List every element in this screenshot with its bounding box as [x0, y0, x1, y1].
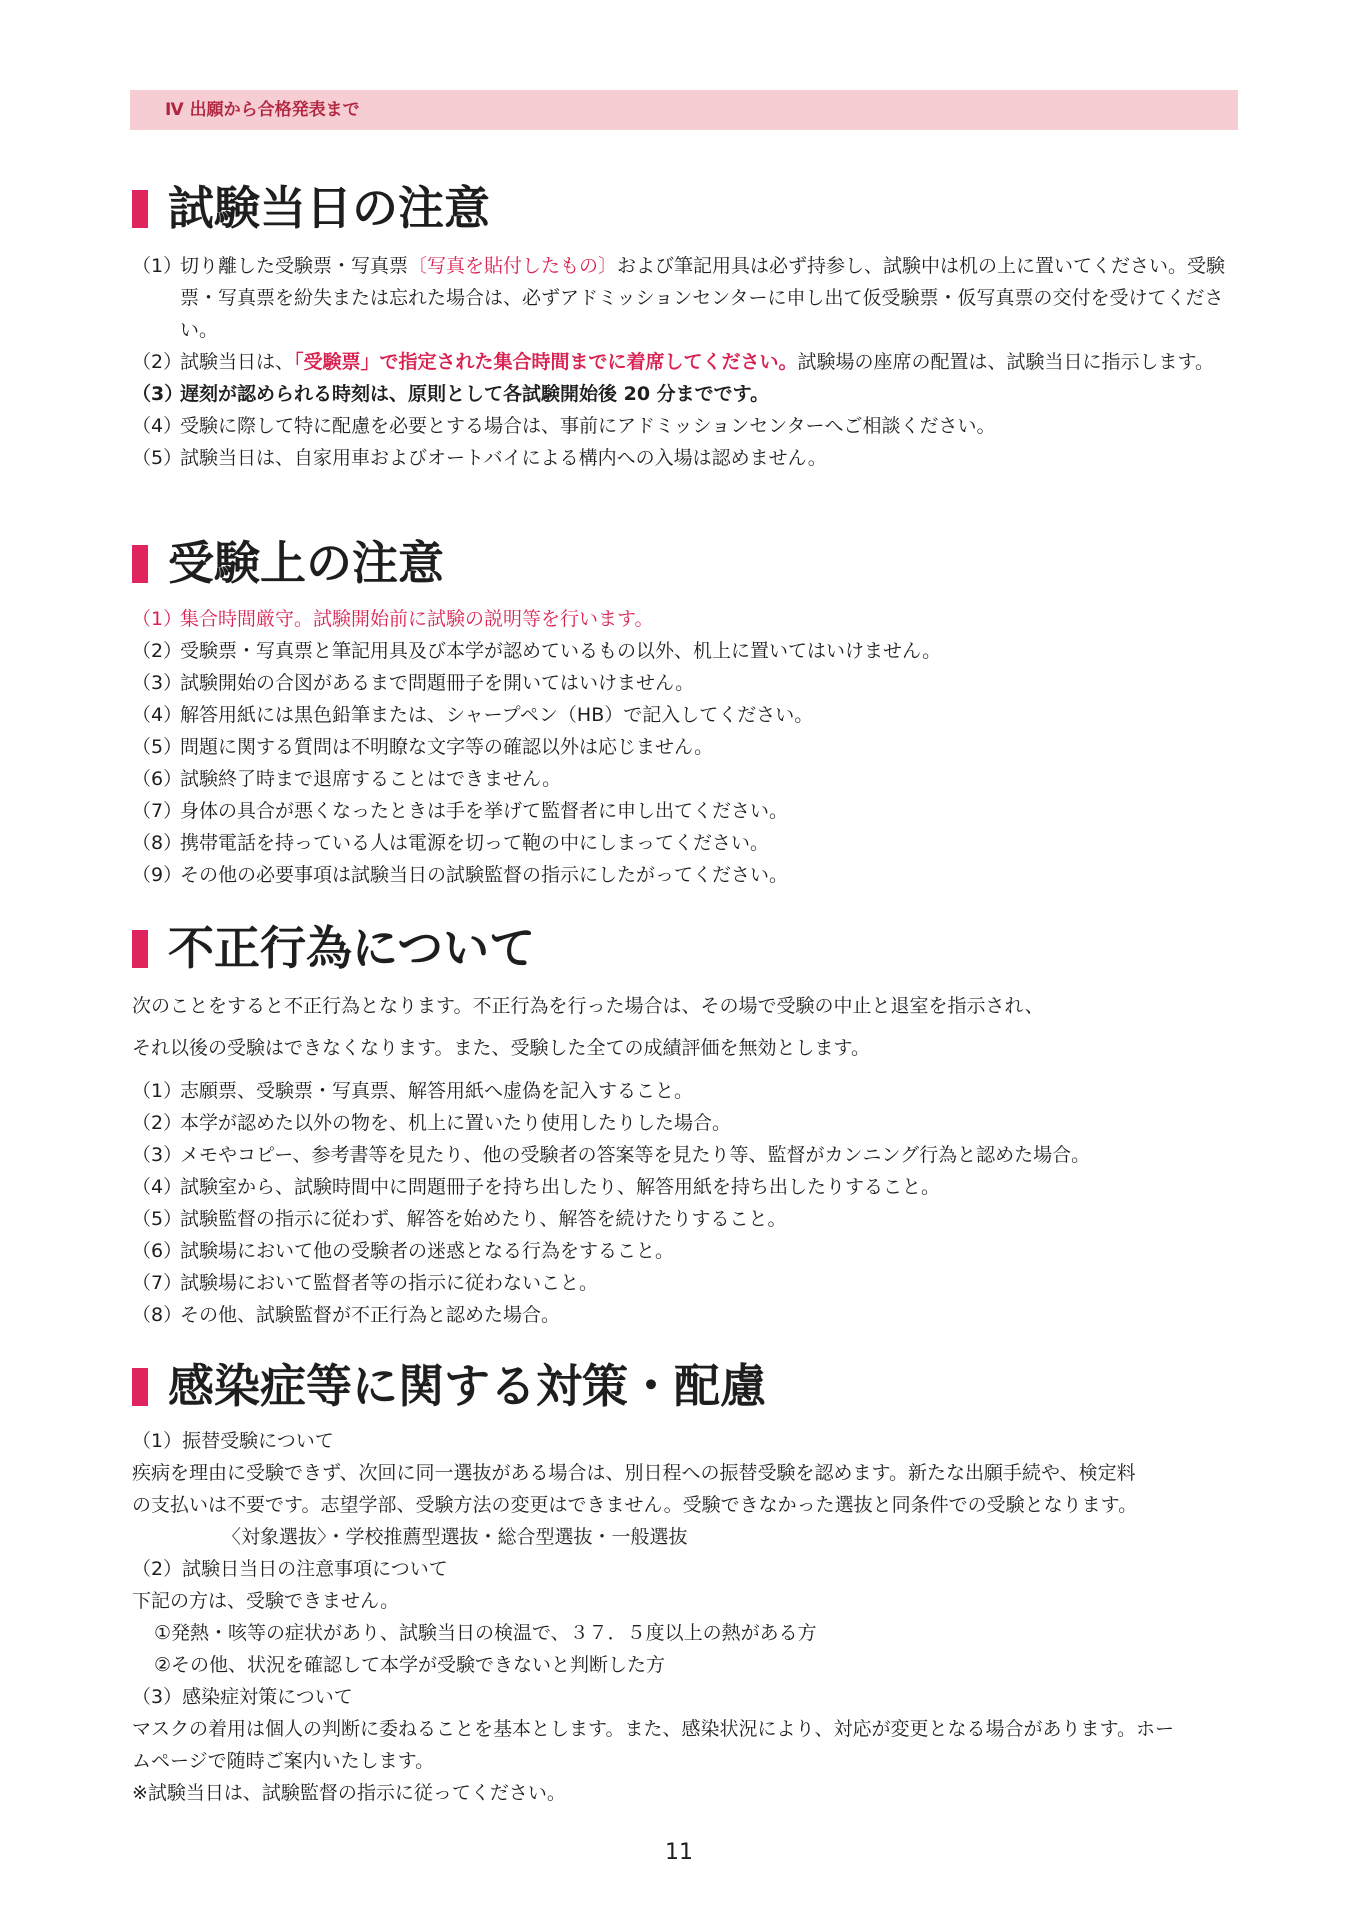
- list-item: [132, 1267, 1242, 1299]
- item-text: 志願票、受験票・写真票、解答用紙へ虚偽を記入すること。: [180, 1080, 694, 1102]
- misconduct-intro: [132, 985, 1242, 1069]
- item-number: （7）: [132, 1272, 183, 1294]
- exam-day-list: [132, 250, 1242, 474]
- section-title-text: 不正行為について: [168, 921, 536, 975]
- item-text: および筆記用具は必ず持参し、試験中は机の上に置いてください。受験票・写真票を紛失または忘れた場合は、必ずアドミッションセンターに申し出て仮受験票・仮写真票の交付を受けてください。: [180, 255, 1226, 341]
- list-item: [132, 442, 1242, 474]
- infection-body: [132, 1425, 1242, 1809]
- item-text: 遅刻が認められる時刻は、原則として各試験開始後 20 分までです。: [180, 383, 770, 405]
- item-text: 集合時間厳守。試験開始前に試験の説明等を行います。: [180, 608, 654, 630]
- item-text: 試験室から、試験時間中に問題冊子を持ち出したり、解答用紙を持ち出したりすること。: [180, 1176, 941, 1198]
- item-number: （5）: [132, 447, 183, 469]
- section-title-text: 受験上の注意: [168, 536, 444, 590]
- item-number: （2）: [132, 1112, 183, 1134]
- list-item: [132, 410, 1242, 442]
- item-number: （3）: [132, 1144, 183, 1166]
- item-number: （5）: [132, 1208, 183, 1230]
- item-text: 試験当日は、: [180, 351, 295, 373]
- item-text: 問題に関する質問は不明瞭な文字等の確認以外は応じません。: [180, 736, 714, 758]
- chapter-header-text: Ⅳ 出願から合格発表まで: [165, 100, 360, 120]
- note-line: ※試験当日は、試験監督の指示に従ってください。: [132, 1782, 566, 1804]
- list-item: [132, 1139, 1242, 1171]
- item-number: （4）: [132, 1176, 183, 1198]
- list-item: [132, 1075, 1242, 1107]
- item-text: 試験場において他の受験者の迷惑となる行為をすること。: [180, 1240, 675, 1262]
- item-text: 試験開始の合図があるまで問題冊子を開いてはいけません。: [180, 672, 695, 694]
- list-item: [132, 859, 1242, 891]
- item-text: 受験に際して特に配慮を必要とする場合は、事前にアドミッションセンターへご相談ください。: [180, 415, 996, 437]
- section-title-exam-day: [132, 180, 490, 236]
- body-line: 下記の方は、受験できません。: [132, 1590, 400, 1612]
- item-number: （6）: [132, 768, 183, 790]
- list-item: [132, 1171, 1242, 1203]
- item-text: 試験監督の指示に従わず、解答を始めたり、解答を続けたりすること。: [180, 1208, 787, 1230]
- list-item: [132, 731, 1242, 763]
- body-line: マスクの着用は個人の判断に委ねることを基本とします。また、感染状況により、対応が変更となる場合があります。ホー: [132, 1718, 1174, 1740]
- item-number: （3）: [132, 383, 184, 405]
- item-text: 試験終了時まで退席することはできません。: [180, 768, 562, 790]
- list-item: [132, 763, 1242, 795]
- item-text: 試験当日は、自家用車およびオートバイによる構内への入場は認めません。: [180, 447, 827, 469]
- list-item: [132, 250, 1242, 346]
- list-item: [132, 346, 1242, 378]
- list-item: [132, 827, 1242, 859]
- item-number: （9）: [132, 864, 183, 886]
- list-item: [132, 667, 1242, 699]
- section-title-text: 試験当日の注意: [168, 181, 490, 235]
- list-item: [132, 1107, 1242, 1139]
- section-title-infection: [132, 1358, 766, 1414]
- item-text: 身体の具合が悪くなったときは手を挙げて監督者に申し出てください。: [180, 800, 789, 822]
- item-number: （4）: [132, 415, 183, 437]
- item-text: 解答用紙には黒色鉛筆または、シャープペン（HB）で記入してください。: [180, 704, 814, 726]
- item-number: （2）: [132, 640, 183, 662]
- list-item: [132, 1235, 1242, 1267]
- chapter-header-band: [130, 90, 1238, 130]
- item-number: （8）: [132, 832, 183, 854]
- item-text-highlight: 「受験票」で指定された集合時間までに着席してください。: [294, 351, 798, 373]
- subheading: （3）感染症対策について: [132, 1686, 353, 1708]
- item-text-highlight: 〔写真を貼付したもの〕: [408, 255, 618, 277]
- item-number: （8）: [132, 1304, 183, 1326]
- item-number: （2）: [132, 351, 183, 373]
- misconduct-list: [132, 1075, 1242, 1331]
- body-line: の支払いは不要です。志望学部、受験方法の変更はできません。受験できなかった選抜と同条件での受験となります。: [132, 1494, 1138, 1516]
- item-number: （1）: [132, 608, 183, 630]
- list-item: [132, 635, 1242, 667]
- subheading: （1）振替受験について: [132, 1430, 334, 1452]
- item-number: （1）: [132, 1080, 183, 1102]
- item-number: （4）: [132, 704, 183, 726]
- item-text: 本学が認めた以外の物を、机上に置いたり使用したりした場合。: [180, 1112, 732, 1134]
- list-item: [132, 699, 1242, 731]
- section-title-text: 感染症等に関する対策・配慮: [168, 1359, 766, 1413]
- section-marker-bar: [132, 190, 148, 228]
- item-number: （7）: [132, 800, 183, 822]
- section-title-misconduct: [132, 920, 535, 976]
- list-item: [132, 795, 1242, 827]
- item-text: その他の必要事項は試験当日の試験監督の指示にしたがってください。: [180, 864, 789, 886]
- subheading: （2）試験日当日の注意事項について: [132, 1558, 448, 1580]
- item-text: 受験票・写真票と筆記用具及び本学が認めているもの以外、机上に置いてはいけません。: [180, 640, 942, 662]
- intro-line: それ以後の受験はできなくなります。また、受験した全ての成績評価を無効とします。: [132, 1037, 870, 1059]
- item-number: （3）: [132, 672, 183, 694]
- during-exam-list: [132, 603, 1242, 891]
- section-marker-bar: [132, 545, 148, 583]
- list-item: [132, 1299, 1242, 1331]
- body-line: 疾病を理由に受験できず、次回に同一選抜がある場合は、別日程への振替受験を認めます。新たな出願手続や、検定料: [132, 1462, 1136, 1484]
- page-number: 11: [665, 1840, 693, 1865]
- item-text: 切り離した受験票・写真票: [180, 255, 409, 277]
- list-item: [132, 603, 1242, 635]
- intro-line: 次のことをすると不正行為となります。不正行為を行った場合は、その場で受験の中止と退室を指示され、: [132, 995, 1044, 1017]
- body-line: ②その他、状況を確認して本学が受験できないと判断した方: [154, 1654, 666, 1676]
- section-marker-bar: [132, 930, 148, 968]
- item-text: その他、試験監督が不正行為と認めた場合。: [180, 1304, 561, 1326]
- list-item: [132, 1203, 1242, 1235]
- body-line: 〈対象選抜〉・学校推薦型選抜・総合型選抜・一般選抜: [222, 1526, 688, 1548]
- item-text: 試験場において監督者等の指示に従わないこと。: [180, 1272, 599, 1294]
- body-line: ①発熱・咳等の症状があり、試験当日の検温で、３７．５度以上の熱がある方: [154, 1622, 817, 1644]
- item-number: （5）: [132, 736, 183, 758]
- section-marker-bar: [132, 1368, 148, 1406]
- item-number: （6）: [132, 1240, 183, 1262]
- item-number: （1）: [132, 255, 183, 277]
- item-text: 携帯電話を持っている人は電源を切って鞄の中にしまってください。: [180, 832, 770, 854]
- list-item: [132, 378, 1242, 410]
- item-text: メモやコピー、参考書等を見たり、他の受験者の答案等を見たり等、監督がカンニング行為と認めた場合。: [180, 1144, 1091, 1166]
- section-title-during-exam: [132, 535, 444, 591]
- body-line: ムページで随時ご案内いたします。: [132, 1750, 435, 1772]
- item-text: 試験場の座席の配置は、試験当日に指示します。: [797, 351, 1215, 373]
